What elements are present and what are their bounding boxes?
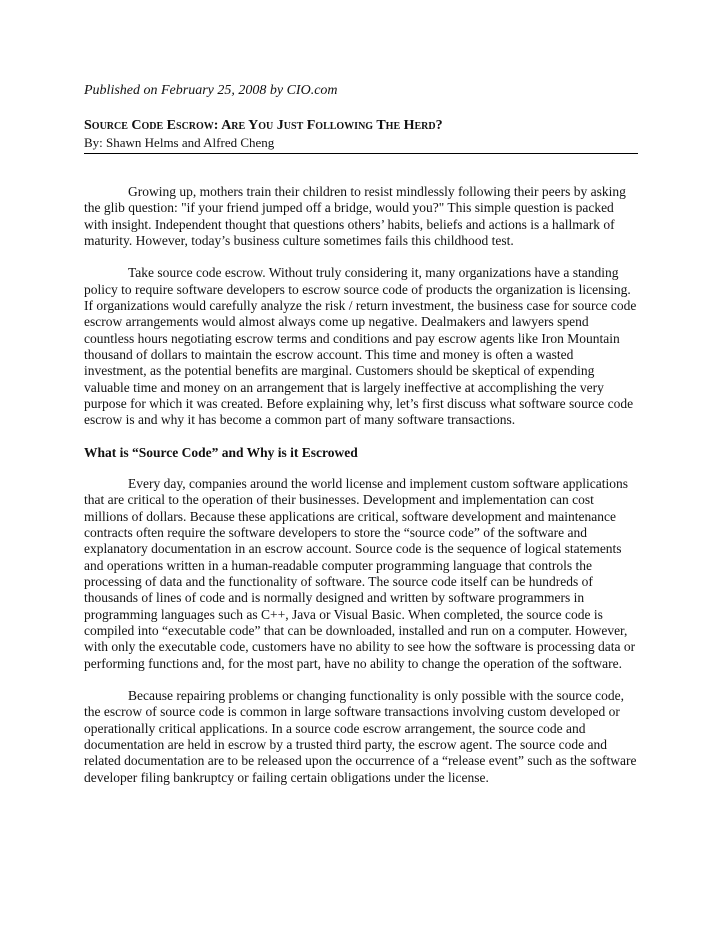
- article-title: Source Code Escrow: Are You Just Following The Herd?: [84, 118, 443, 133]
- paragraph-escrow-policy: Take source code escrow. Without truly considering it, many organizations have a standing policy to require software developers to escrow source code of products the organization is licensing. If organizations would carefully analyze the risk / return investment, the business case for source code escrow arrangements would almost always come up negative. Dealmakers and lawyers spend countless hours negotiating escrow terms and conditions and pay escrow agents like Iron Mountain thousand of dollars to maintain the escrow account. This time and money is often a wasted investment, as the potential benefits are marginal. Customers should be skeptical of expending valuable time and money on an arrangement that is largely ineffective at accomplishing the very purpose for which it was created. Before explaining why, let’s first discuss what software source code escrow is and why it has become a common part of many software transactions.: [84, 265, 637, 428]
- paragraph-source-code-definition: Every day, companies around the world license and implement custom software applications that are critical to the operation of their businesses. Development and implementation can cost millions of dollars. Because these applications are critical, software development and maintenance contracts often require the software developers to store the “source code” of the software and explanatory documentation in an escrow account. Source code is the sequence of logical statements and operations written in a human-readable computer programming language that controls the processing of data and the functionality of software. The source code itself can be hundreds of thousands of lines of code and is normally designed and written by software programmers in programming languages such as C++, Java or Visual Basic. When completed, the source code is compiled into “executable code” that can be downloaded, installed and run on a computer. However, with only the executable code, customers have no ability to see how the software is processing data or performing functions and, for the most part, have no ability to change the operation of the software.: [84, 475, 636, 671]
- paragraph-escrow-arrangement: Because repairing problems or changing functionality is only possible with the source code, the escrow of source code is common in large software transactions involving custom developed or operationally critical applications. In a source code escrow arrangement, the source code and documentation are held in escrow by a trusted third party, the escrow agent. The source code and related documentation are to be released upon the occurrence of a “release event” such as the software developer filing bankruptcy or failing certain obligations under the license.: [84, 687, 637, 785]
- section-heading: What is “Source Code” and Why is it Escrowed: [84, 444, 358, 460]
- publication-line: Published on February 25, 2008 by CIO.com: [84, 83, 338, 98]
- byline: By: Shawn Helms and Alfred Cheng: [84, 135, 638, 154]
- article-body: [84, 184, 638, 786]
- document-page: [84, 82, 638, 802]
- paragraph-intro: Growing up, mothers train their children to resist mindlessly following their peers by asking the glib question: "if your friend jumped off a bridge, would you?" This simple question is packed with insight. Independent thought that questions others’ habits, beliefs and actions is a hallmark of maturity. However, today’s business culture sometimes fails this childhood test.: [84, 184, 626, 249]
